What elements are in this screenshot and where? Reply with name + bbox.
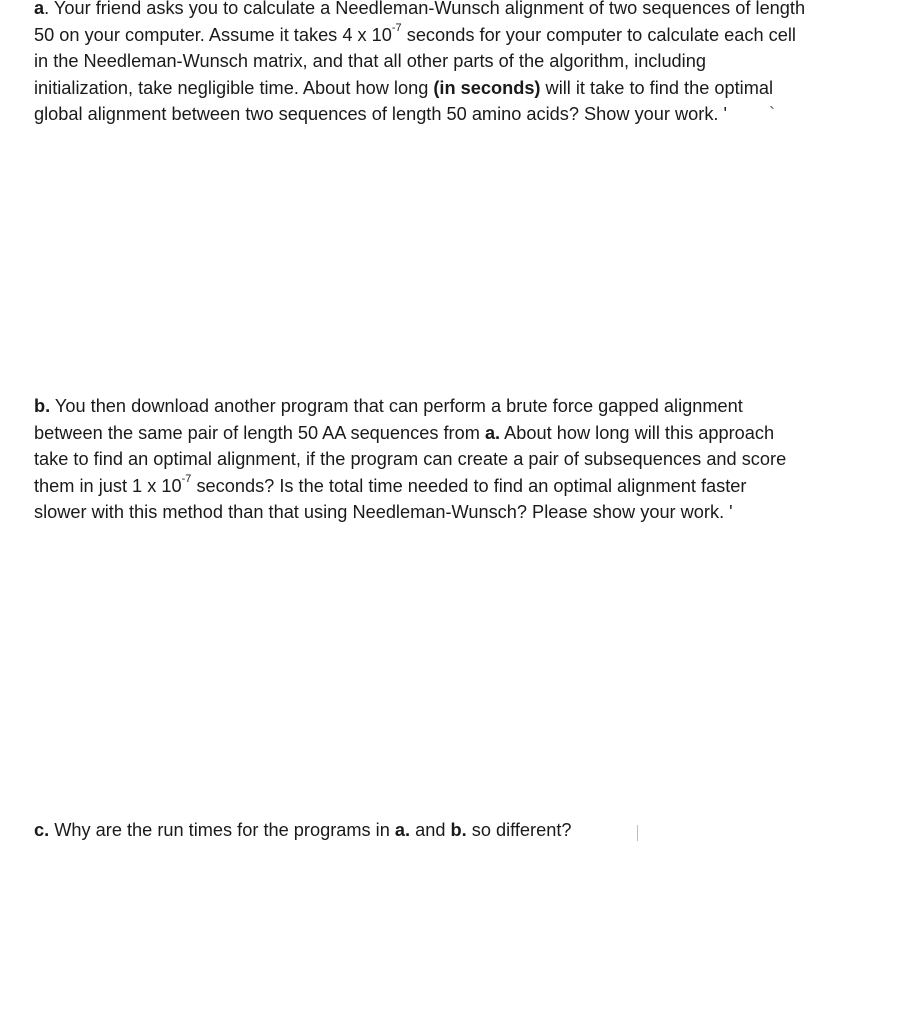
question-b-line-5: slower with this method than that using Needleman-Wunsch? Please show your work. ' (34, 502, 733, 522)
question-a-label: a (34, 0, 45, 18)
question-b-label: b. (34, 396, 51, 416)
question-a-stray-mark: ` (769, 104, 776, 124)
question-b-text-4a: them in just 1 x 10 (34, 475, 182, 496)
question-c-label: c. (34, 820, 50, 840)
question-a-line-2 (34, 22, 874, 49)
question-a-line-5 (34, 101, 874, 128)
question-b-text-4b: seconds? Is the total time needed to find an optimal alignment faster (191, 475, 747, 496)
question-c-ref-b: b. (450, 820, 467, 840)
question-b-line-2 (34, 420, 874, 447)
question-b-ref-a: a. (484, 422, 501, 443)
question-a-exponent: -7 (391, 22, 402, 35)
question-b-text-2b: About how long will this approach (500, 422, 775, 443)
question-a-text-5: global alignment between two sequences of length 50 amino acids? Show your work. ' (34, 104, 727, 124)
question-a-line-4 (34, 75, 874, 102)
question-a-text-2b: seconds for your computer to calculate each cell (401, 24, 796, 45)
question-c-text-and: and (410, 820, 451, 840)
question-a-line-3: in the Needleman-Wunsch matrix, and that all other parts of the algorithm, including (34, 51, 706, 71)
question-c-text-1: Why are the run times for the programs in (49, 820, 395, 840)
question-a-line-1 (34, 0, 874, 22)
question-b-text-1: You then download another program that can perform a brute force gapped alignment (50, 396, 743, 416)
question-b-exponent: -7 (181, 473, 192, 486)
question-a-text-4a: initialization, take negligible time. About how long (34, 77, 434, 98)
question-a-text-4b: will it take to find the optimal (540, 77, 774, 98)
question-b-line-1 (34, 393, 874, 420)
question-a-text-1: . Your friend asks you to calculate a Needleman-Wunsch alignment of two sequences of length (44, 0, 806, 18)
question-b-line-4 (34, 473, 874, 500)
question-a-in-seconds: (in seconds) (433, 77, 541, 98)
question-c (34, 817, 874, 844)
text-cursor-mark (637, 825, 638, 841)
question-b (34, 393, 874, 526)
question-a-text-2a: 50 on your computer. Assume it takes 4 x 10 (34, 24, 392, 45)
question-c-ref-a: a. (394, 820, 411, 840)
question-c-text-end: so different? (466, 820, 572, 840)
question-b-text-2a: between the same pair of length 50 AA sequences from (34, 422, 485, 443)
question-b-line-3: take to find an optimal alignment, if the program can create a pair of subsequences and score (34, 449, 787, 469)
question-c-line-1 (34, 817, 874, 844)
question-a (34, 0, 874, 128)
